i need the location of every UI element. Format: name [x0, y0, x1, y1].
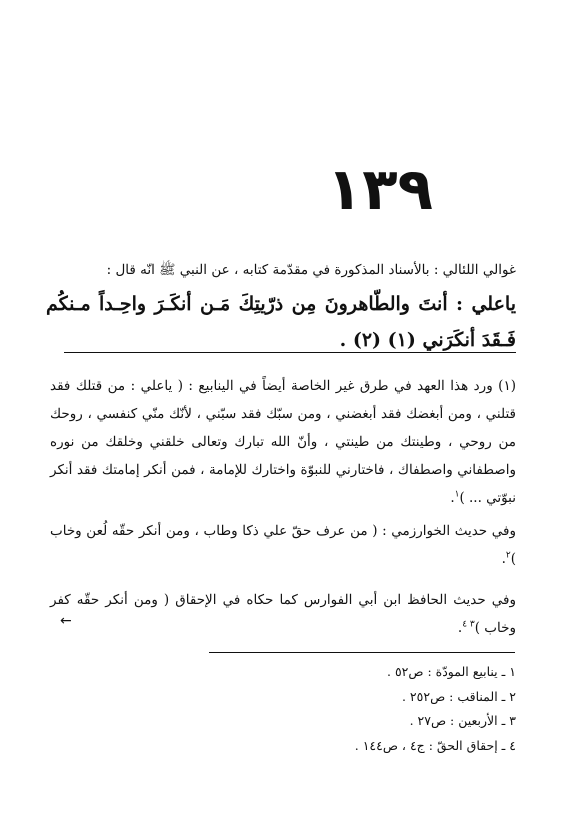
intro-line: غوالي اللئالي : بالأسناد المذكورة في مقدّمة كتابه ، عن النبي ﷺ انّه قال :: [106, 262, 516, 278]
page-number: ١٣٩: [326, 155, 433, 223]
note-text: وفي حديث الحافظ ابن أبي الفوارس كما حكاه في الإحقاق ( ومن أنكر حقّه كفر وخاب ): [50, 592, 516, 636]
note-end: .: [457, 620, 463, 636]
footnote-item: ٤ ـ إحقاق الحقّ : ج٤ ، ص١٤٤ .: [354, 737, 516, 753]
note-paragraph-1: [50, 372, 516, 512]
section-divider: [64, 352, 516, 353]
hadith-text: ياعلي : أنتَ والطّاهرونَ مِن ذرّيتِكَ مَـن أنكَـرَ واحِـداً مـنكُم فَـقَدَ أنكَرَني (١) (٢) .: [46, 293, 516, 351]
footnote-ref: ٢: [505, 550, 511, 561]
footnote-ref: ١: [454, 489, 460, 500]
note-text: وفي حديث الخوارزمي : ( من عرف حقّ علي ذكا وطاب ، ومن أنكر حقّه لُعن وخاب ): [50, 523, 516, 567]
footnotes-list: [216, 660, 516, 758]
footnote-item: ٢ ـ المناقب : ص٢٥٢ .: [401, 688, 516, 704]
note-text: (١) ورد هذا العهد في طرق غير الخاصة أيضاً في الينابيع : ( ياعلي : من قتلك فقد قتلني ، ومن أبغضك فقد أبغضني ، ومن سبّك فقد سبّني ، لأنّك منّي كنفسي ، روحك من روحي ، وطينتك من طينتي ، وأنّ الله تبارك وتعالى خلقني وخلقك من نوره واصطفاني واصطفاك ، فاختارني للنبوّة واختارك للإمامة ، فمن أنكر إمامتك فقد أنكر نبوّتي ... ): [50, 378, 516, 506]
note-end: .: [501, 551, 506, 567]
footnote-item: ١ ـ ينابيع المودّة : ص٥٢ .: [386, 664, 516, 679]
note-end: .: [450, 490, 455, 506]
footnote-ref: ٣ ٤: [462, 619, 475, 630]
footnote-divider: [209, 652, 515, 653]
note-paragraph-2: [50, 517, 516, 573]
note-paragraph-3: [50, 586, 516, 642]
footnote-item: ٣ ـ الأربعين : ص٢٧ .: [409, 713, 516, 728]
continue-arrow-icon: ←: [60, 613, 72, 629]
